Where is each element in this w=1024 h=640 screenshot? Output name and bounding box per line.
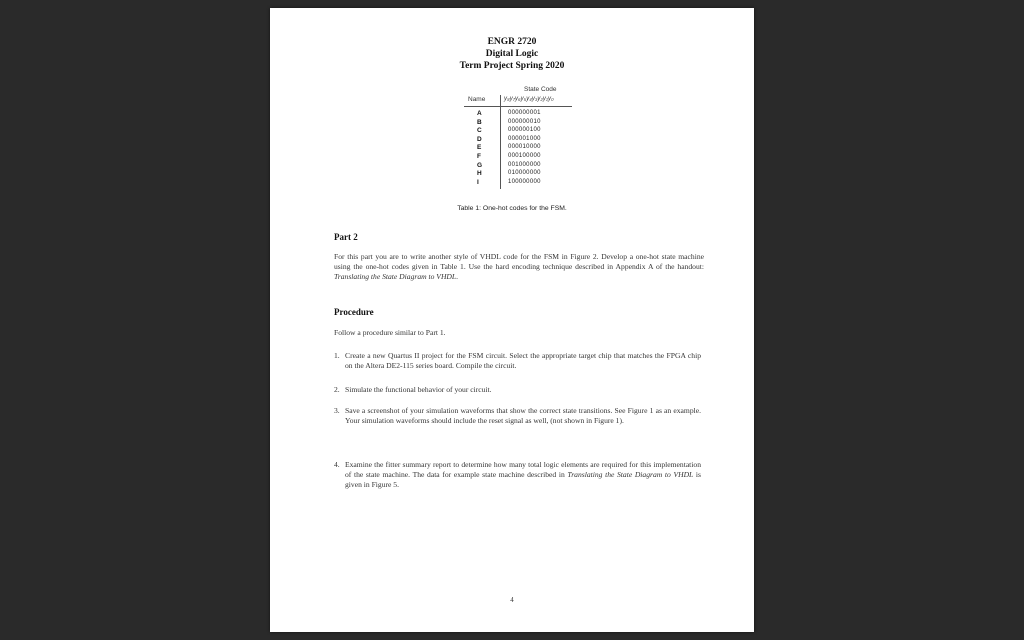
part2-text-end: . (456, 272, 459, 282)
step-number: 1. (334, 351, 340, 360)
step-text-end: is given in Figure 5. (345, 470, 701, 490)
bits-header: y₈y₇y₆y₅y₄y₃y₂y₁y₀ (504, 96, 554, 102)
state-name: I (477, 178, 479, 186)
part2-paragraph (334, 252, 704, 283)
state-code: 010000000 (508, 170, 541, 177)
state-name: G (477, 161, 483, 169)
name-header: Name (468, 96, 486, 103)
procedure-intro: Follow a procedure similar to Part 1. (334, 328, 446, 337)
project-title: Term Project Spring 2020 (459, 61, 565, 71)
state-name: H (477, 170, 482, 178)
state-code: 000010000 (508, 144, 541, 151)
step-text: Create a new Quartus II project for the FSM circuit. Select the appropriate target chip that matches the FPGA chip on the Altera DE2-115 series board. Compile the circuit. (345, 351, 701, 371)
state-code: 000000100 (508, 127, 541, 134)
handout-title: Translating the State Diagram to VHDL (567, 470, 694, 480)
handout-title: Translating the State Diagram to VHDL (334, 272, 457, 282)
state-name: C (477, 127, 482, 135)
step-number: 4. (334, 460, 340, 469)
step-text: Save a screenshot of your simulation waveforms that show the correct state transitions. See Figure 1 as an example. Your simulation waveforms should include the reset signal as well, (not shown in Figure 1). (345, 406, 701, 426)
table-caption: Table 1: One-hot codes for the FSM. (457, 205, 567, 212)
step-text-part: Examine the fitter summary report to determine how many total logic elements are required for this implementation of the state machine. The data for example state machine described in (345, 460, 701, 480)
state-code: 100000000 (508, 178, 541, 185)
step-number: 2. (334, 385, 340, 394)
state-code: 001000000 (508, 161, 541, 168)
procedure-heading: Procedure (334, 307, 374, 317)
state-code: 000000001 (508, 110, 541, 116)
state-code: 000100000 (508, 152, 541, 159)
course-code: ENGR 2720 (487, 37, 537, 47)
part2-heading: Part 2 (334, 232, 358, 242)
state-name: D (477, 135, 482, 143)
course-title: Digital Logic (485, 49, 539, 59)
step-number: 3. (334, 406, 340, 415)
part2-text: For this part you are to write another style of VHDL code for the FSM in Figure 2. Develop a one-hot state machine using the one-hot codes given in Table 1. Use the hard encoding technique described in Appendix A of the handout: (334, 252, 704, 272)
document-header (270, 36, 754, 72)
step-text (345, 460, 701, 491)
table-header-rule (464, 106, 572, 107)
state-code-header: State Code (524, 86, 557, 93)
step-text: Simulate the functional behavior of your circuit. (345, 385, 492, 394)
state-name: A (477, 110, 482, 117)
state-code: 000000010 (508, 118, 541, 125)
document-page (270, 8, 754, 632)
page-number: 4 (510, 596, 514, 604)
state-code: 000001000 (508, 135, 541, 142)
state-name: F (477, 152, 481, 160)
state-name: B (477, 118, 482, 126)
state-name: E (477, 144, 482, 152)
table-column-rule (500, 95, 501, 189)
